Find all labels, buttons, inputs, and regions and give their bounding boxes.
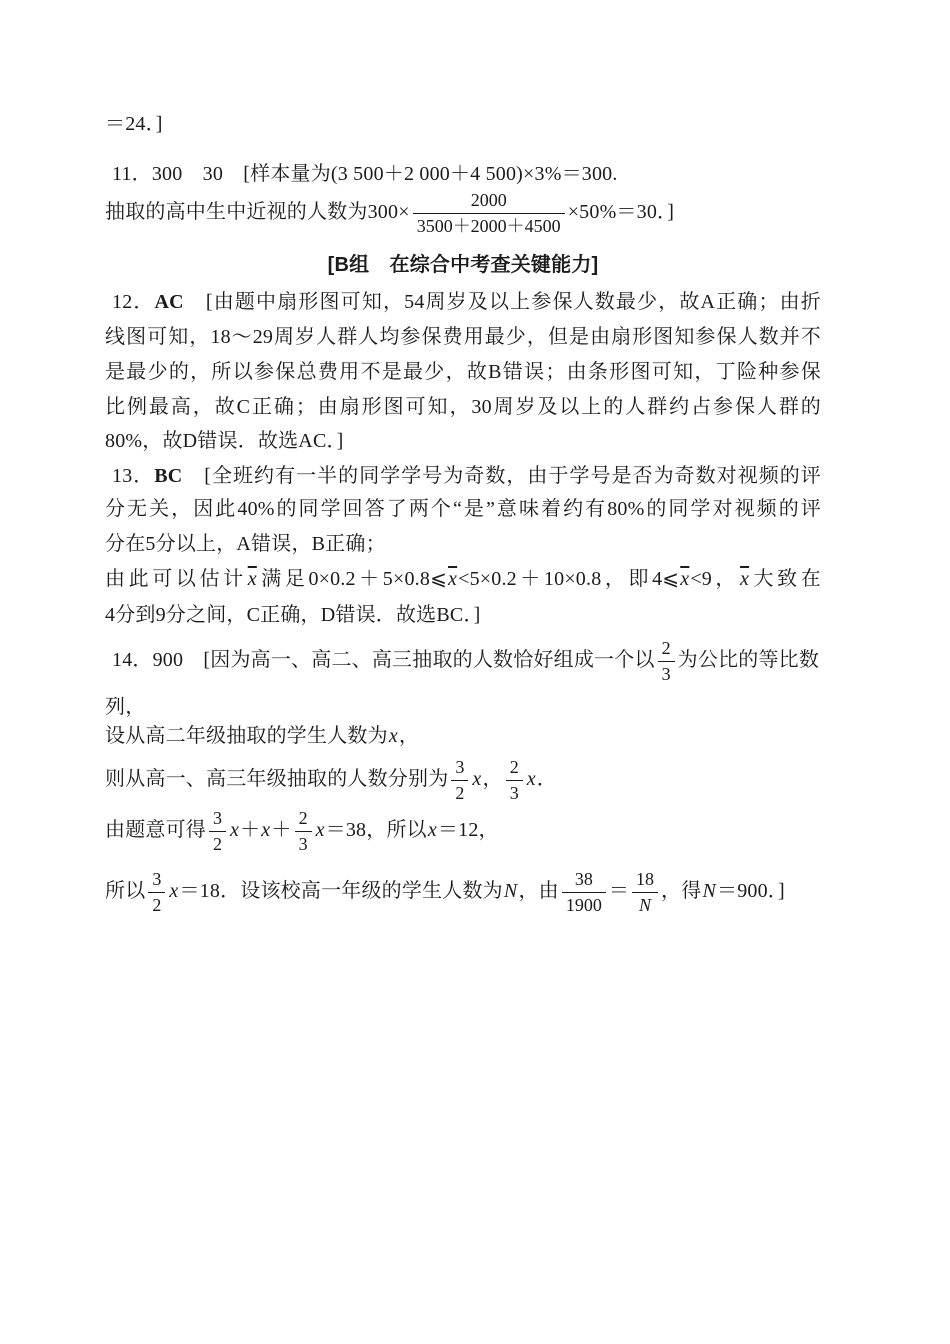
text-run: ＝38，所以: [325, 818, 427, 841]
text-run: ，: [482, 767, 503, 790]
text-run: 14．900 [因为高一、高二、高三抽取的人数恰好组成一个以: [112, 648, 655, 671]
text-run: 由此可以估计: [105, 568, 247, 590]
answer-sheet-body: [105, 0, 821, 1344]
fraction-numerator: 2: [295, 808, 312, 832]
fraction-denominator: 2: [455, 782, 465, 803]
text-run: 比例最高，故C正确；由扇形图可知，30周岁及以上的人群约占参保人群的: [105, 396, 821, 418]
text-run: 4分到9分之间，C正确，D错误．故选BC．]: [105, 604, 481, 626]
answer-12-line-2: [105, 323, 821, 351]
text-run: ＋: [240, 818, 261, 841]
answer-13-line-3: [105, 530, 821, 558]
math-variable: x: [315, 818, 325, 841]
text-run: 满足0×0.2＋5×0.8⩽: [257, 568, 448, 590]
text-run: ，: [398, 725, 420, 747]
math-variable: x: [169, 879, 179, 902]
fraction-denominator: 3500＋2000＋4500: [416, 215, 561, 236]
answer-13-line-4: [105, 565, 821, 593]
fraction: [209, 808, 226, 854]
text-run: ＝: [608, 879, 630, 902]
fraction-denominator: N: [639, 894, 652, 915]
text-run: ＝12，: [437, 818, 499, 841]
text-run: ，由: [518, 879, 559, 902]
text-run: [B组 在综合中考查关键能力]: [327, 254, 599, 276]
answer-11-line-1: [105, 160, 821, 188]
fraction-numerator: 38: [562, 869, 606, 893]
fraction: [451, 757, 468, 803]
fraction-denominator: 3: [509, 782, 519, 803]
math-variable: x: [526, 767, 536, 790]
text-run: 80%，故D错误．故选AC．]: [105, 430, 344, 452]
text-run: ．: [536, 767, 557, 790]
math-variable: N: [503, 879, 518, 902]
fraction-numerator: 3: [451, 757, 468, 781]
math-variable: x: [472, 767, 482, 790]
fraction: [148, 869, 165, 915]
answer-13-line-2: [105, 495, 821, 523]
answer-12-line-5: [105, 427, 821, 455]
math-variable: x: [388, 725, 398, 747]
fraction-numerator: 2000: [413, 190, 565, 214]
text-run: 列，: [105, 696, 146, 718]
math-variable: x: [230, 818, 240, 841]
answer-11-line-2: [105, 190, 821, 236]
fraction-denominator: 3: [298, 833, 308, 854]
text-run: 13．: [112, 465, 155, 487]
text-run: 大致在: [750, 568, 821, 590]
answer-14-line-4: [105, 757, 821, 803]
text-run: [全班约有一半的同学学号为奇数，由于学号是否为奇数对视频的评: [182, 465, 821, 487]
text-run: 由题意可得: [105, 818, 206, 841]
text-run: <9，: [690, 568, 740, 590]
answer-13-line-1: [105, 462, 821, 490]
x-bar-symbol: $\overline{x}$: [247, 568, 257, 590]
fraction-denominator: 2: [213, 833, 222, 854]
fraction: [632, 869, 658, 915]
fraction: [658, 638, 675, 684]
text-run: 所以: [105, 879, 146, 902]
text-run: 分无关，因此40%的同学回答了两个“是”意味着约有80%的同学对视频的评: [105, 498, 821, 520]
fraction: [506, 757, 523, 803]
x-bar-symbol: $\overline{x}$: [680, 568, 690, 590]
answer-14-line-5: [105, 808, 821, 854]
answer-14-line-2: [105, 693, 821, 721]
text-run: 是最少的，所以参保总费用不是最少，故B错误；由条形图可知，丁险种参保: [105, 361, 821, 383]
fraction-denominator: 3: [661, 663, 671, 684]
text-run: 12．: [112, 291, 155, 313]
math-variable: x: [261, 818, 271, 841]
text-run: ＝24．]: [105, 113, 163, 135]
fraction: [562, 869, 606, 915]
section-b-header: [105, 251, 821, 279]
fraction: [295, 808, 312, 854]
text-run: 抽取的高中生中近视的人数为300×: [105, 200, 410, 223]
x-bar-symbol: $\overline{x}$: [740, 568, 750, 590]
fraction-numerator: 2: [658, 638, 675, 662]
text-run: ＋: [271, 818, 292, 841]
answer-14-line-3: [105, 722, 821, 750]
fraction-numerator: 2: [506, 757, 523, 781]
fraction-denominator: 2: [152, 894, 162, 915]
fraction-numerator: 3: [209, 808, 226, 832]
fraction: [413, 190, 565, 236]
text-run: [由题中扇形图可知，54周岁及以上参保人数最少，故A正确；由折: [183, 291, 821, 313]
text-run: 则从高一、高三年级抽取的人数分别为: [105, 767, 449, 790]
text-run: ×50%＝30．]: [567, 200, 675, 223]
text-run: ＝900．]: [717, 879, 785, 902]
fraction-numerator: 18: [632, 869, 658, 893]
text-run: 为公比的等比数: [677, 648, 820, 671]
answer-10-tail-line: [105, 110, 821, 138]
text-run: ＝18．设该校高一年级的学生人数为: [179, 879, 503, 902]
fraction-denominator: 1900: [565, 894, 602, 915]
x-bar-symbol: $\overline{x}$: [448, 568, 458, 590]
answer-13-line-5: [105, 601, 821, 629]
answer-12-line-4: [105, 393, 821, 421]
math-variable: x: [427, 818, 437, 841]
answer-14-line-1: [105, 638, 821, 684]
answer-12-line-1: [105, 288, 821, 316]
text-run: ，得: [661, 879, 702, 902]
math-variable: N: [702, 879, 716, 902]
answer-choice-label: BC: [154, 465, 183, 487]
text-run: 线图可知，18～29周岁人群人均参保费用最少，但是由扇形图知参保人数并不: [105, 326, 821, 348]
answer-12-line-3: [105, 358, 821, 386]
text-run: 11．300 30 [样本量为(3 500＋2 000＋4 500)×3%＝300.: [112, 163, 618, 185]
fraction-numerator: 3: [148, 869, 165, 893]
answer-14-line-6: [105, 869, 821, 915]
text-run: <5×0.2＋10×0.8，即4⩽: [458, 568, 680, 590]
text-run: 设从高二年级抽取的学生人数为: [105, 725, 388, 747]
answer-choice-label: AC: [154, 291, 184, 313]
text-run: 分在5分以上，A错误，B正确；: [105, 533, 386, 555]
